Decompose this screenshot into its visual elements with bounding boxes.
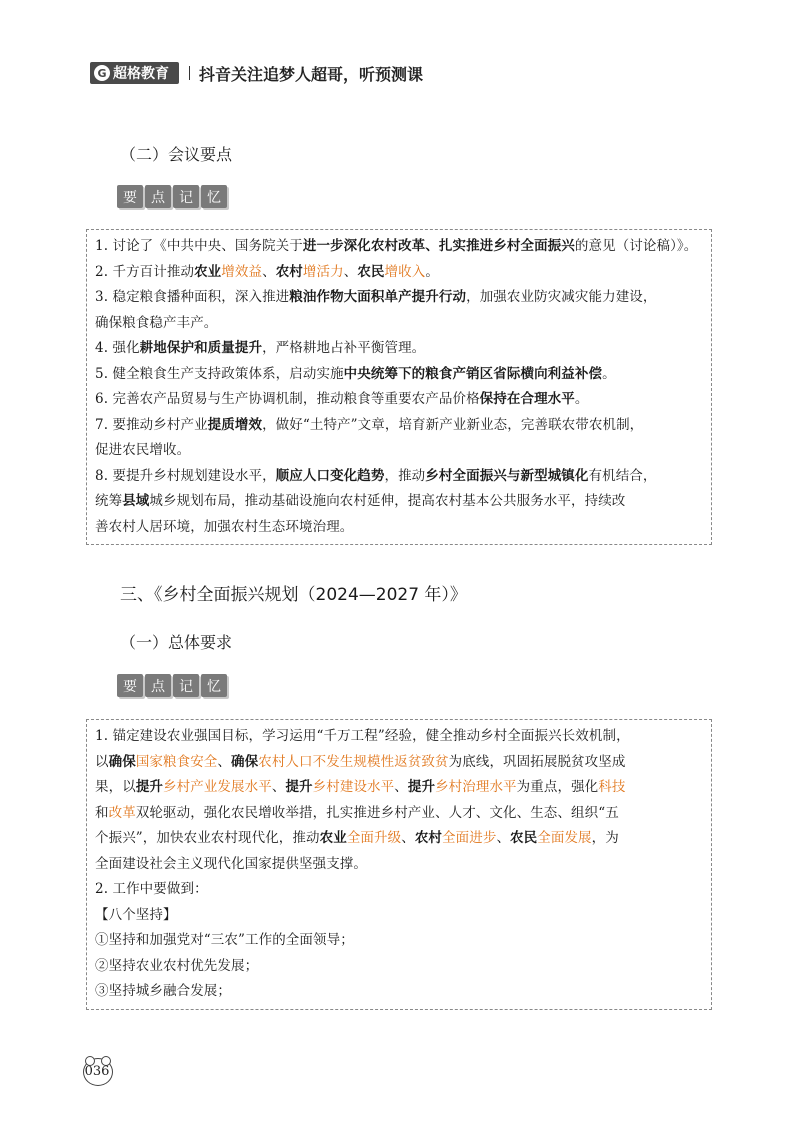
bold-text: 进一步深化农村改革、扎实推进乡村全面振兴	[302, 238, 575, 254]
text-line	[95, 826, 703, 852]
text-segment: 、	[343, 263, 358, 280]
header-divider	[189, 66, 190, 80]
text-line	[95, 954, 703, 980]
text-line	[95, 413, 703, 439]
section-title-rural-revitalization-plan: 三、《乡村全面振兴规划（2024—2027 年）》	[120, 585, 467, 605]
page-number: 036	[84, 1064, 110, 1079]
text-segment: ，加强农业防灾减灾能力建设，	[466, 289, 657, 305]
general-requirements-list	[95, 724, 703, 1005]
text-line	[95, 336, 703, 362]
text-segment: 城乡规划布局，推动基础设施向农村延伸，提高农村基本公共服务水平，持续改	[149, 493, 626, 509]
tag-char: 记	[173, 674, 199, 697]
text-line	[95, 260, 703, 286]
bold-text: 农业	[194, 263, 222, 280]
bold-text: 农业	[319, 830, 347, 846]
text-segment: 3. 稳定粮食播种面积，深入推进	[95, 289, 290, 305]
bold-text: 提质增效	[207, 416, 263, 433]
highlight-text: 增活力	[302, 263, 344, 280]
bold-text: 提升	[407, 779, 436, 795]
text-line	[95, 775, 703, 801]
text-line	[95, 724, 703, 750]
bold-text: 中央统筹下的粮食产销区省际横向利益补偿	[343, 365, 603, 382]
text-segment: ③坚持城乡融合发展；	[95, 983, 231, 999]
tag-char: 点	[145, 185, 171, 208]
page-header	[90, 60, 423, 86]
text-segment: 、	[394, 779, 408, 795]
highlight-text: 农村人口不发生规模性返贫致贫	[258, 753, 449, 770]
text-line	[95, 362, 703, 388]
tag-char: 忆	[201, 674, 227, 697]
text-line	[95, 979, 703, 1005]
text-segment: 5. 健全粮食生产支持政策体系，启动实施	[95, 365, 344, 382]
highlight-text: 全面发展	[537, 830, 592, 846]
bold-text: 农民	[357, 263, 385, 280]
text-segment: 促进农民增收。	[95, 442, 191, 458]
key-points-tag	[117, 185, 229, 208]
highlight-text: 增收入	[384, 263, 426, 280]
text-line	[95, 234, 703, 260]
text-segment: 统筹	[95, 493, 123, 509]
key-points-tag	[117, 674, 229, 697]
text-segment: 以	[95, 753, 109, 770]
tag-char: 记	[173, 185, 199, 208]
highlight-text: 乡村产业发展水平	[163, 779, 272, 795]
bold-text: 保持在合理水平	[479, 391, 575, 407]
bold-text: 农民	[510, 830, 538, 846]
bold-text: 农村	[275, 263, 303, 280]
page-number-badge	[80, 1058, 114, 1088]
text-segment: 为重点，强化	[516, 779, 599, 795]
highlight-text: 乡村建设水平	[312, 779, 395, 795]
text-line	[95, 311, 703, 337]
text-segment: 2. 工作中要做到：	[95, 881, 208, 897]
text-segment: 的意见（讨论稿）》。	[574, 238, 698, 254]
text-segment: ，为	[591, 830, 619, 846]
brand-logo	[90, 62, 179, 84]
text-segment: 果，以	[95, 779, 136, 795]
text-line	[95, 750, 703, 776]
text-segment: ①坚持和加强党对“三农”工作的全面领导；	[95, 932, 354, 948]
subheading-meeting-points: （二）会议要点	[120, 145, 233, 164]
text-segment: 。	[602, 365, 616, 382]
highlight-text: 国家粮食安全	[135, 753, 218, 770]
tag-char: 点	[145, 674, 171, 697]
logo-text: 超格教育	[113, 66, 169, 82]
highlight-text: 科技	[598, 779, 626, 795]
text-segment: 为底线，巩固拓展脱贫攻坚成	[448, 753, 626, 770]
text-segment: 【八个坚持】	[95, 906, 177, 923]
text-segment: 、	[217, 753, 232, 770]
subheading-general-requirements: （一）总体要求	[120, 633, 233, 652]
bold-text: 确保	[108, 753, 136, 770]
text-line	[95, 877, 703, 903]
bold-text: 提升	[285, 779, 313, 795]
text-segment: 1. 锚定建设农业强国目标，学习运用“千万工程”经验，健全推动乡村全面振兴长效机制，	[95, 728, 630, 744]
bold-text: 粮油作物大面积单产提升行动	[289, 289, 467, 305]
text-segment: 6. 完善农产品贸易与生产协调机制，推动粮食等重要农产品价格	[95, 391, 480, 407]
text-segment: 8. 要提升乡村规划建设水平，	[95, 467, 276, 484]
text-line	[95, 852, 703, 878]
text-line	[95, 285, 703, 311]
bold-text: 确保	[231, 753, 259, 770]
meeting-points-list	[95, 234, 703, 540]
meeting-points-box	[86, 229, 712, 545]
highlight-text: 增效益	[221, 263, 263, 280]
text-segment: 、	[262, 263, 276, 280]
highlight-text: 乡村治理水平	[435, 779, 517, 795]
header-slogan: 抖音关注追梦人超哥，听预测课	[199, 64, 424, 84]
bold-text: 农村	[414, 830, 443, 846]
text-segment: 、	[271, 779, 286, 795]
text-segment: 7. 要推动乡村产业	[95, 416, 208, 433]
text-segment: 2. 千方百计推动	[95, 263, 195, 280]
text-segment: 善农村人居环境，加强农村生态环境治理。	[95, 518, 354, 535]
text-segment: 4. 强化	[95, 340, 140, 356]
text-line	[95, 438, 703, 464]
text-line	[95, 928, 703, 954]
tag-char: 忆	[201, 185, 227, 208]
text-line	[95, 464, 703, 490]
text-line	[95, 387, 703, 413]
highlight-text: 全面进步	[442, 830, 497, 846]
text-segment: ，推动	[384, 467, 426, 484]
bold-text: 乡村全面振兴与新型城镇化	[425, 467, 589, 484]
bold-text: 顺应人口变化趋势	[275, 467, 385, 484]
text-segment: 确保粮食稳产丰产。	[95, 314, 218, 331]
text-segment: 、	[401, 830, 415, 846]
text-segment: 。	[574, 391, 589, 407]
text-segment: 、	[496, 830, 511, 846]
text-line	[95, 489, 703, 515]
highlight-text: 全面升级	[346, 830, 402, 846]
tag-char: 要	[117, 185, 143, 208]
text-segment: ，严格耕地占补平衡管理。	[262, 340, 426, 356]
text-segment: 。	[425, 263, 439, 280]
general-requirements-box	[86, 719, 712, 1010]
text-segment: 1. 讨论了《中共中央、国务院关于	[95, 238, 303, 254]
text-line	[95, 903, 703, 929]
highlight-text: 改革	[108, 804, 136, 821]
text-line	[95, 801, 703, 827]
tag-char: 要	[117, 674, 143, 697]
bold-text: 县域	[122, 493, 150, 509]
text-segment: ，做好“土特产”文章，培育新产业新业态，完善联农带农机制，	[262, 416, 644, 433]
text-line	[95, 515, 703, 541]
text-segment: 和	[95, 804, 109, 821]
bold-text: 耕地保护和质量提升	[139, 340, 263, 356]
logo-icon: G	[94, 65, 110, 81]
bold-text: 提升	[135, 779, 164, 795]
text-segment: 全面建设社会主义现代化国家提供坚强支撑。	[95, 855, 367, 872]
text-segment: 有机结合，	[588, 467, 657, 484]
text-segment: ②坚持农业农村优先发展；	[95, 957, 259, 974]
text-segment: 个振兴”，加快农业农村现代化，推动	[95, 830, 320, 846]
text-segment: 双轮驱动，强化农民增收举措，扎实推进乡村产业、人才、文化、生态、组织“五	[135, 804, 619, 821]
